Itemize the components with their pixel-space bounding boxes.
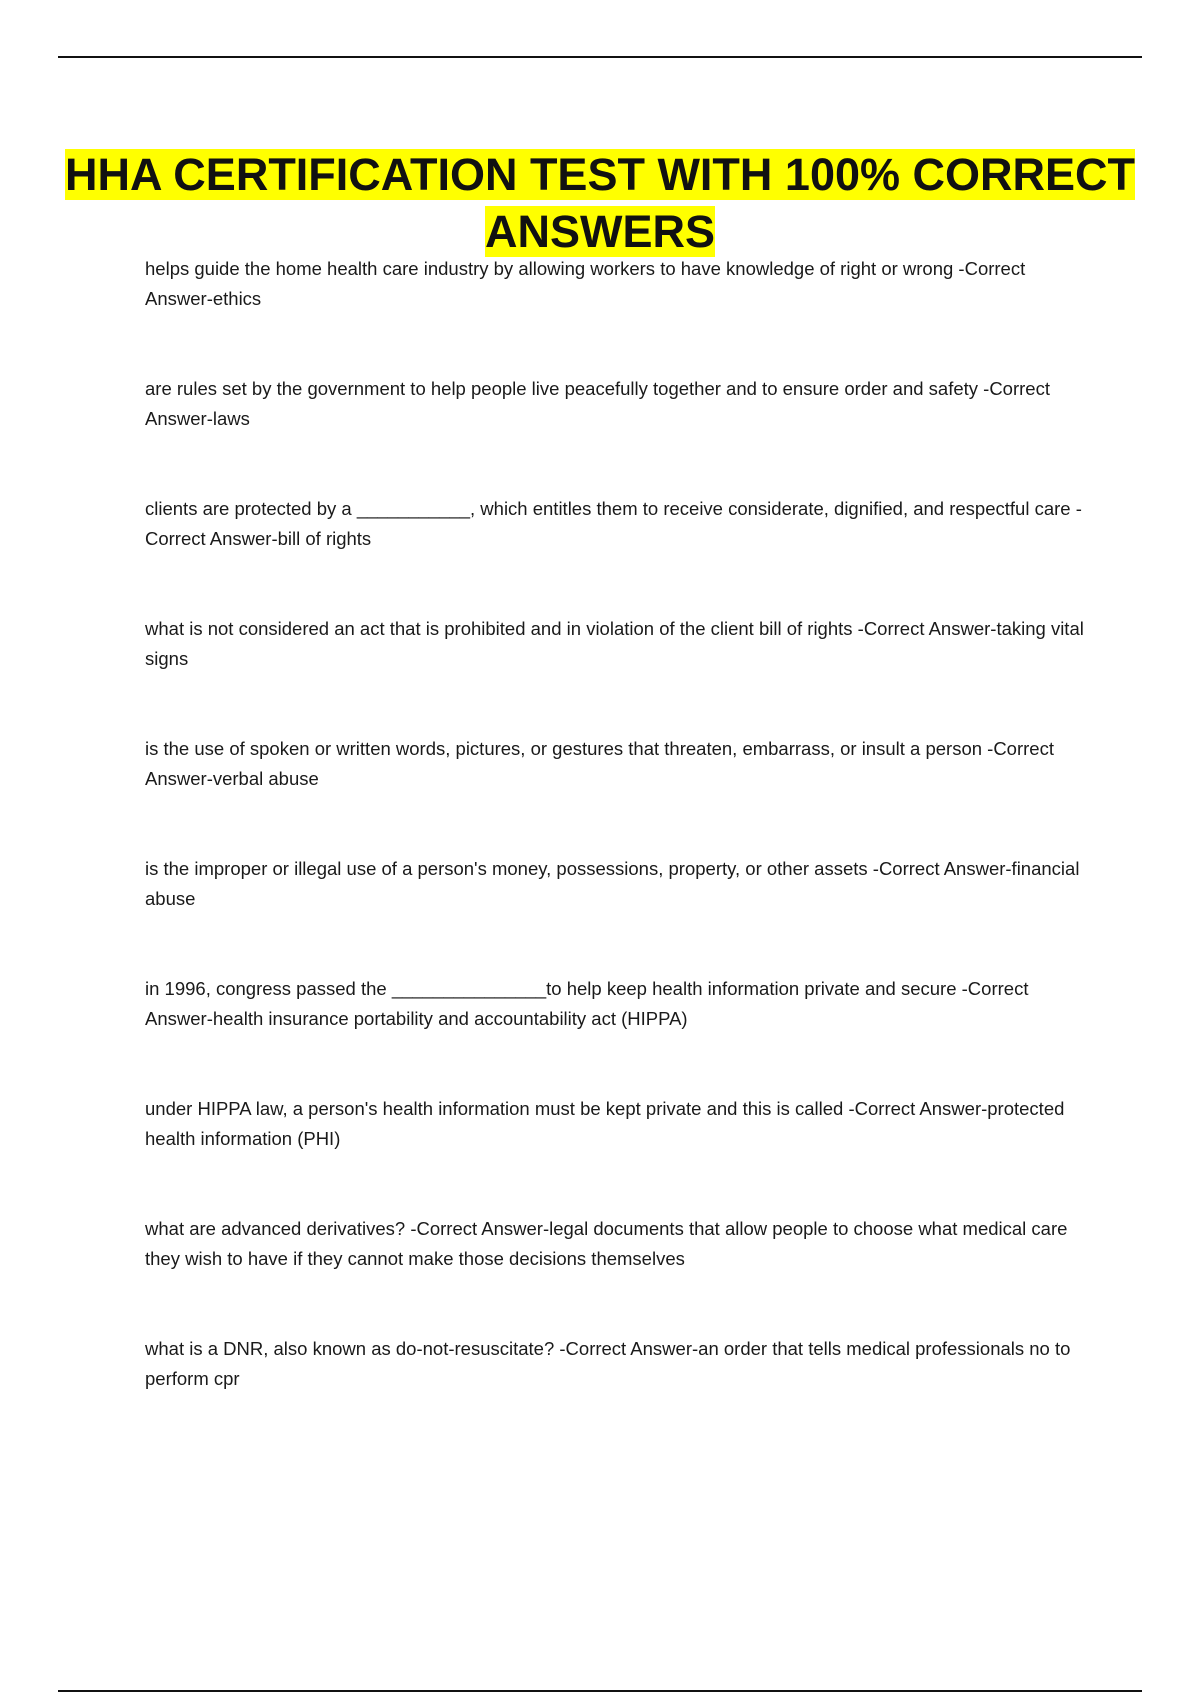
- qa-item-8: under HIPPA law, a person's health information must be kept private and this is called -Correct Answer-protected health information (PHI): [145, 1098, 1065, 1149]
- question-answer-list: [145, 254, 1090, 1454]
- qa-item-9: what are advanced derivatives? -Correct Answer-legal documents that allow people to choose what medical care they wish to have if they cannot make those decisions themselves: [145, 1218, 1068, 1269]
- qa-item-2: are rules set by the government to help people live peacefully together and to ensure order and safety -Correct Answer-laws: [145, 378, 1050, 429]
- qa-item-3: clients are protected by a ___________, which entitles them to receive considerate, dignified, and respectful care -Correct Answer-bill of rights: [145, 498, 1082, 549]
- top-rule: [58, 56, 1142, 58]
- title-block: [58, 146, 1142, 260]
- qa-item-10: what is a DNR, also known as do-not-resuscitate? -Correct Answer-an order that tells medical professionals no to perform cpr: [145, 1338, 1071, 1389]
- document-title: HHA CERTIFICATION TEST WITH 100% CORRECT ANSWERS: [64, 149, 1136, 257]
- qa-item-4: what is not considered an act that is prohibited and in violation of the client bill of rights -Correct Answer-taking vital signs: [145, 618, 1084, 669]
- qa-item-6: is the improper or illegal use of a person's money, possessions, property, or other assets -Correct Answer-financial abuse: [145, 858, 1080, 909]
- qa-item-7: in 1996, congress passed the _______________to help keep health information private and secure -Correct Answer-health insurance portability and accountability act (HIPPA): [145, 978, 1029, 1029]
- qa-item-1: helps guide the home health care industry by allowing workers to have knowledge of right or wrong -Correct Answer-ethics: [145, 258, 1026, 309]
- qa-item-5: is the use of spoken or written words, pictures, or gestures that threaten, embarrass, or insult a person -Correct Answer-verbal abuse: [145, 738, 1054, 789]
- bottom-rule: [58, 1690, 1142, 1692]
